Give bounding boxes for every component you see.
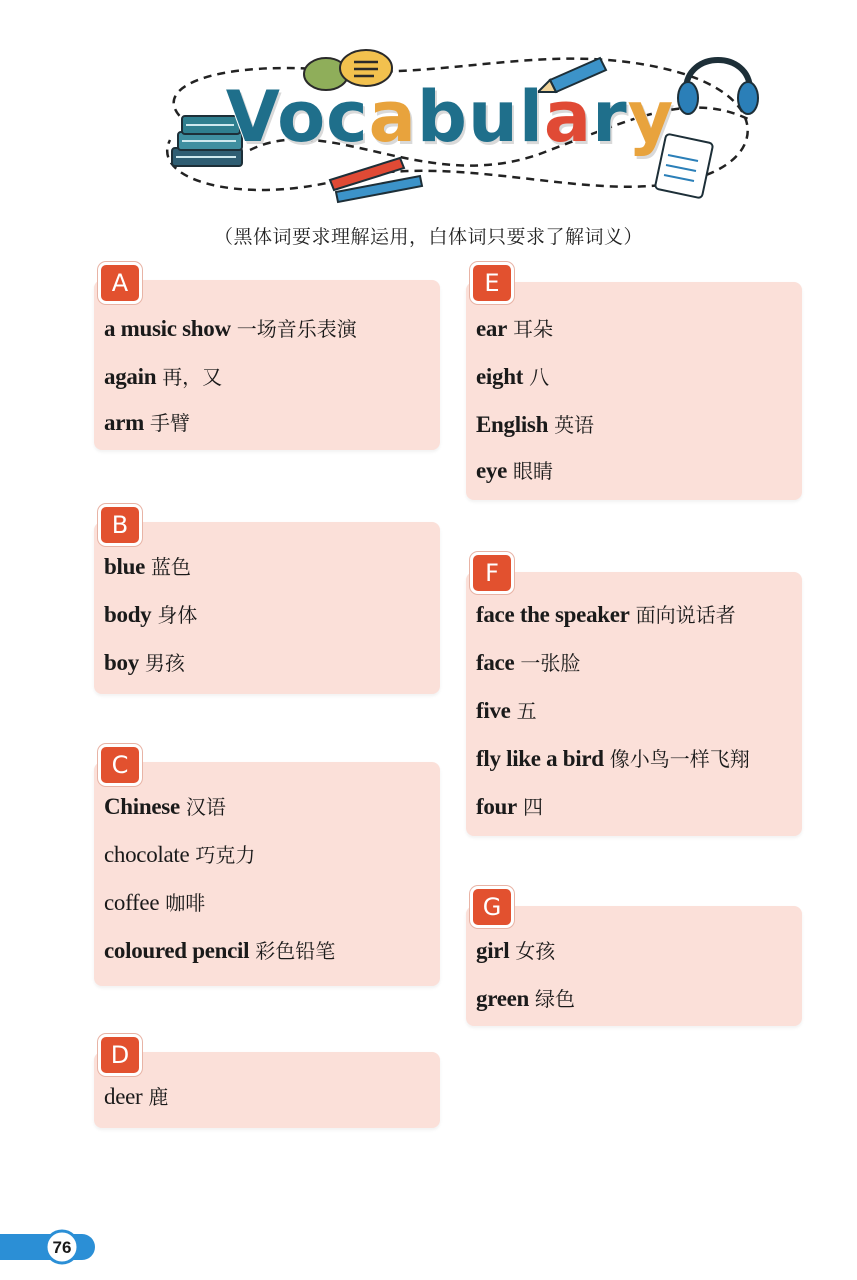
title-letter: l	[518, 76, 544, 158]
english-word: boy	[104, 650, 139, 675]
chinese-meaning: 鹿	[148, 1085, 169, 1109]
chinese-meaning: 八	[529, 365, 550, 389]
section-card-b	[94, 511, 440, 694]
page-title	[130, 76, 770, 158]
section-letter-badge: A	[98, 262, 142, 304]
english-word: Chinese	[104, 794, 180, 819]
chinese-meaning: 五	[516, 699, 537, 723]
chinese-meaning: 彩色铅笔	[255, 939, 336, 963]
chinese-meaning: 女孩	[515, 939, 556, 963]
chinese-meaning: 绿色	[535, 987, 576, 1011]
english-word: arm	[104, 410, 144, 435]
section-letter-badge: C	[98, 744, 142, 786]
section-card-f	[466, 559, 802, 836]
title-letter: c	[326, 76, 369, 158]
chinese-meaning: 咖啡	[165, 891, 206, 915]
vocab-entry	[476, 794, 543, 820]
chinese-meaning: 像小鸟一样飞翔	[609, 747, 750, 771]
section-card-d	[94, 1041, 440, 1128]
english-word: blue	[104, 554, 145, 579]
title-letter: r	[592, 76, 628, 158]
english-word: eight	[476, 364, 524, 389]
english-word: deer	[104, 1084, 143, 1109]
title-letter: a	[368, 76, 417, 158]
vocab-entry	[476, 650, 580, 676]
section-letter-badge: D	[98, 1034, 142, 1076]
section-letter-badge: F	[470, 552, 514, 594]
chinese-meaning: 蓝色	[150, 555, 191, 579]
english-word: four	[476, 794, 517, 819]
english-word: a music show	[104, 316, 231, 341]
title-letter: a	[543, 76, 593, 158]
title-letter: o	[277, 76, 327, 158]
english-word: eye	[476, 458, 508, 483]
english-word: English	[476, 412, 549, 437]
title-letter: b	[416, 76, 469, 158]
english-word: five	[476, 698, 511, 723]
section-card-g	[466, 893, 802, 1026]
section-card-c	[94, 751, 440, 986]
vocab-entry	[476, 698, 537, 724]
vocab-entry	[104, 938, 335, 964]
vocab-entry	[104, 316, 357, 342]
title-letter: y	[627, 76, 675, 158]
english-word: coloured pencil	[104, 938, 250, 963]
chinese-meaning: 耳朵	[513, 317, 554, 341]
crayons-icon	[330, 158, 422, 202]
vocab-entry	[476, 458, 553, 484]
title-letter: u	[468, 76, 519, 158]
english-word: fly like a bird	[476, 746, 604, 771]
chinese-meaning: 汉语	[185, 795, 226, 819]
chinese-meaning: 再，又	[162, 365, 223, 389]
chinese-meaning: 英语	[554, 413, 595, 437]
subtitle-note: （黑体词要求理解运用，白体词只要求了解词义）	[213, 226, 643, 248]
chinese-meaning: 巧克力	[195, 843, 256, 867]
chinese-meaning: 身体	[157, 603, 198, 627]
english-word: girl	[476, 938, 510, 963]
vocab-entry	[476, 602, 736, 628]
english-word: ear	[476, 316, 508, 341]
english-word: coffee	[104, 890, 160, 915]
vocab-entry	[476, 746, 750, 772]
chinese-meaning: 眼睛	[513, 459, 554, 483]
vocab-entry	[104, 890, 205, 916]
chinese-meaning: 面向说话者	[635, 603, 736, 627]
page-number: 76	[52, 1238, 72, 1257]
vocab-entry	[476, 938, 555, 964]
chinese-meaning: 四	[522, 795, 543, 819]
chinese-meaning: 手臂	[149, 411, 190, 435]
chinese-meaning: 一场音乐表演	[236, 317, 357, 341]
vocab-entry	[104, 650, 185, 676]
section-card-a	[94, 269, 440, 450]
page-number-tab	[0, 1228, 100, 1266]
english-word: chocolate	[104, 842, 190, 867]
vocab-entry	[476, 316, 553, 342]
title-letter: V	[225, 76, 278, 158]
vocab-entry	[104, 1084, 168, 1110]
section-letter-badge: E	[470, 262, 514, 304]
section-letter-badge: G	[470, 886, 514, 928]
section-letter-badge: B	[98, 504, 142, 546]
vocab-entry	[104, 554, 191, 580]
vocab-entry	[104, 410, 190, 436]
english-word: face	[476, 650, 515, 675]
chinese-meaning: 一张脸	[520, 651, 581, 675]
vocab-entry	[104, 794, 226, 820]
vocab-entry	[476, 986, 575, 1012]
section-card-e	[466, 269, 802, 500]
english-word: again	[104, 364, 157, 389]
vocab-entry	[104, 602, 197, 628]
vocab-entry	[104, 364, 222, 390]
english-word: green	[476, 986, 530, 1011]
vocab-entry	[476, 412, 594, 438]
vocab-entry	[104, 842, 255, 868]
chinese-meaning: 男孩	[144, 651, 185, 675]
vocabulary-header	[130, 30, 770, 220]
english-word: body	[104, 602, 152, 627]
page-tab-shape	[0, 1228, 100, 1266]
english-word: face the speaker	[476, 602, 630, 627]
vocab-entry	[476, 364, 549, 390]
